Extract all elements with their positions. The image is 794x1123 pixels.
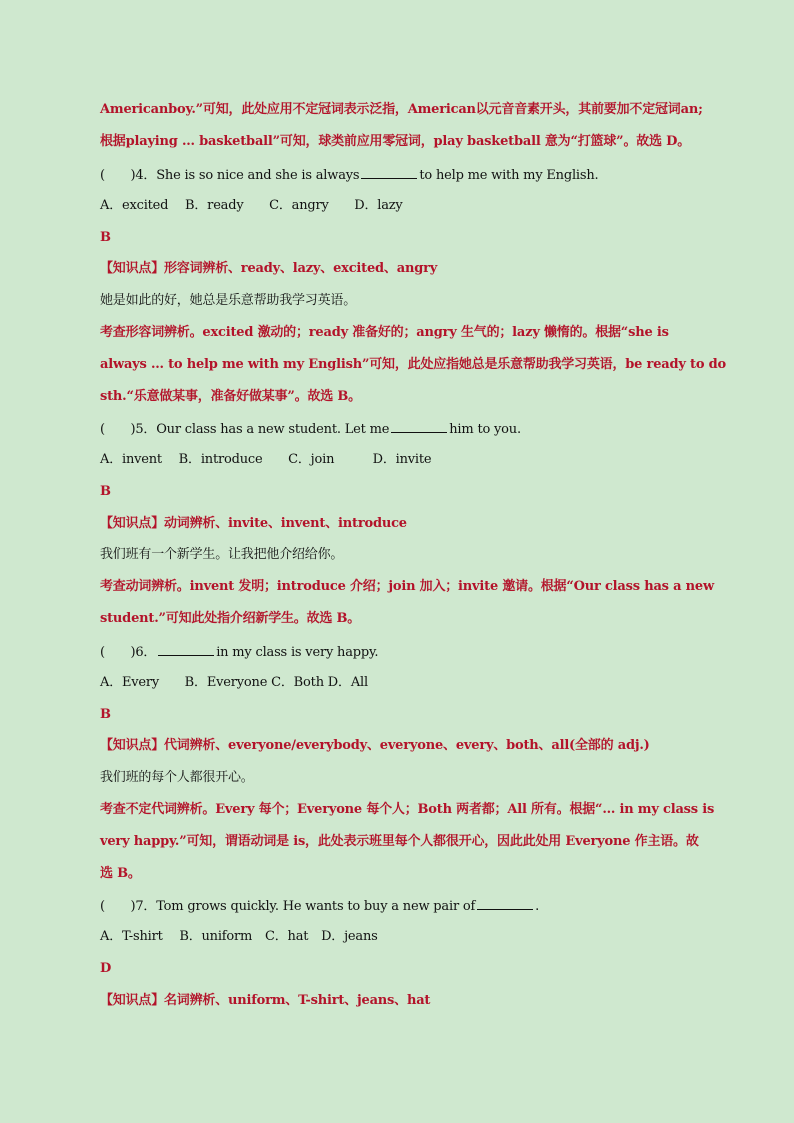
question-6-stem-end: in my class is very happy. [216,645,379,660]
translation-line: 她是如此的好，她总是乐意帮助我学习英语。 [100,293,357,308]
explanation-line: 根据playing … basketball”可知，球类前应用零冠词，play basketball 意为“打篮球”。故选 D。 [100,134,691,149]
explanation-line: student.”可知此处指介绍新学生。故选 B。 [100,611,361,626]
answer-blank [158,643,214,656]
translation-line: 我们班的每个人都很开心。 [100,770,254,785]
explanation-line: 选 B。 [100,866,141,881]
question-6 [100,643,730,661]
translation-line: 我们班有一个新学生。让我把他介绍给你。 [100,547,344,562]
knowledge-point: 【知识点】代词辨析、everyone/everybody、everyone、every、both、all(全部的 adj.) [100,738,650,753]
question-7 [100,897,730,915]
answer-letter: B [100,707,111,722]
question-6-stem: ( )6． [100,645,157,660]
question-5-stem-end: him to you. [449,422,521,437]
question-4-stem-end: to help me with my English. [419,168,599,183]
question-5-stem: ( )5．Our class has a new student. Let me [100,422,390,437]
question-4-stem: ( )4．She is so nice and she is always [100,168,360,183]
answer-letter: D [100,961,112,976]
question-7-options: A．T-shirt B．uniform C．hat D．jeans [100,929,378,944]
answer-blank [391,420,447,433]
knowledge-point: 【知识点】动词辨析、invite、invent、introduce [100,516,407,531]
knowledge-point: 【知识点】形容词辨析、ready、lazy、excited、angry [100,261,438,276]
explanation-line: 考查动词辨析。invent 发明；introduce 介绍；join 加入；invite 邀请。根据“Our class has a new [100,579,714,594]
explanation-line: 考查形容词辨析。excited 激动的；ready 准备好的；angry 生气的；lazy 懒惰的。根据“she is [100,325,669,340]
explanation-line: very happy.”可知，谓语动词是 is，此处表示班里每个人都很开心，因此此处用 Everyone 作主语。故 [100,834,699,849]
question-7-stem-end: . [535,899,540,914]
question-4-options: A．excited B．ready C．angry D．lazy [100,198,403,213]
answer-blank [361,166,417,179]
answer-letter: B [100,484,111,499]
question-7-stem: ( )7．Tom grows quickly. He wants to buy a new pair of [100,899,476,914]
answer-letter: B [100,230,111,245]
question-4 [100,166,730,184]
explanation-line: always … to help me with my English”可知，此处应指她总是乐意帮助我学习英语，be ready to do [100,357,727,372]
explanation-line: 考查不定代词辨析。Every 每个；Everyone 每个人；Both 两者都；All 所有。根据“… in my class is [100,802,715,817]
question-6-options: A．Every B．Everyone C．Both D．All [100,675,368,690]
question-5 [100,420,730,438]
explanation-line: sth.“乐意做某事，准备好做某事”。故选 B。 [100,389,361,404]
knowledge-point: 【知识点】名词辨析、uniform、T-shirt、jeans、hat [100,993,431,1008]
question-5-options: A．invent B．introduce C．join D．invite [100,452,432,467]
explanation-line: Americanboy.”可知，此处应用不定冠词表示泛指，American以元音音素开头，其前要加不定冠词an; [100,102,703,117]
answer-blank [477,897,533,910]
